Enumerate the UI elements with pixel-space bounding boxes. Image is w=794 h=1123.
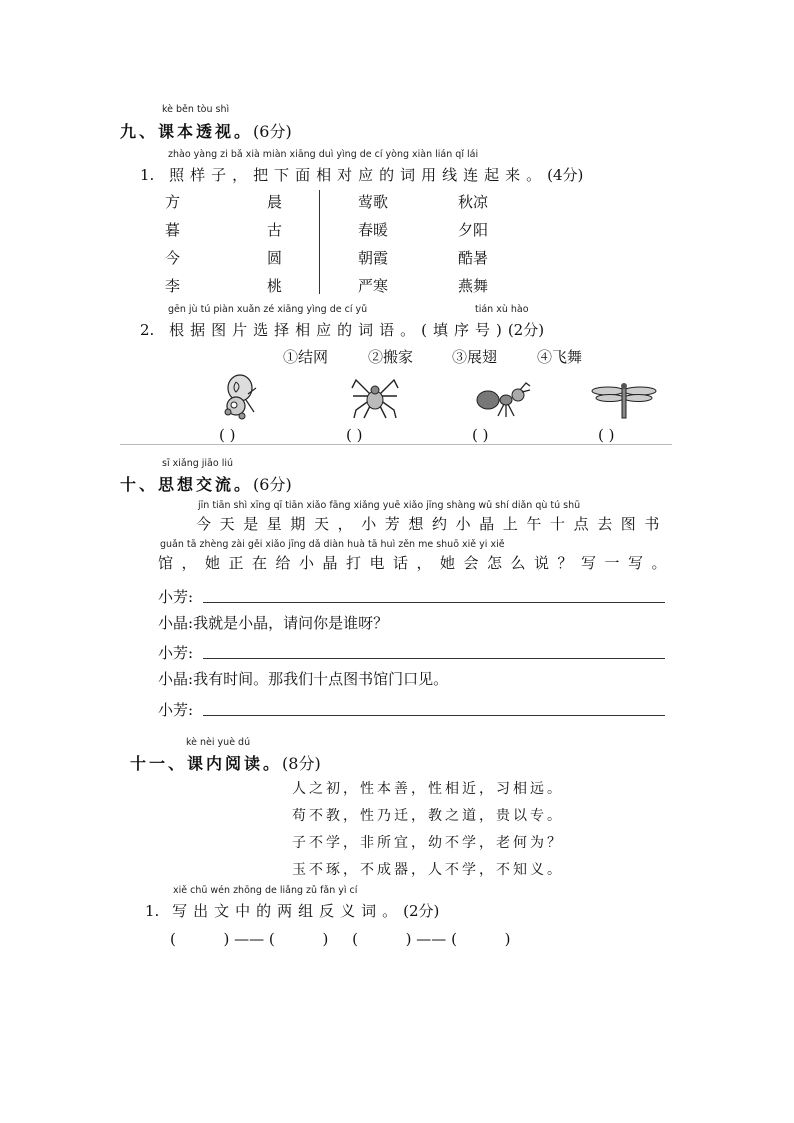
dialogue-answer-line-5[interactable] (203, 715, 665, 716)
match-left-word[interactable]: 方 (165, 193, 181, 211)
match-right-word[interactable]: 秋凉 (458, 193, 489, 211)
s11-q1-prompt (145, 900, 439, 921)
q2-score: (2分) (507, 321, 545, 339)
match-right-word[interactable]: 朝霞 (358, 249, 389, 267)
dialogue-line-2 (158, 612, 388, 633)
q1-prompt (140, 164, 583, 185)
section10-score: (6分) (253, 475, 292, 494)
spider-icon (350, 376, 400, 420)
poem-line-2: 苟不教，性乃迁，教之道，贵以专。 (292, 808, 564, 824)
q2-option-2: ②搬家 (368, 348, 414, 366)
q2-option-3: ③展翅 (452, 348, 498, 366)
s11-q1-text: 写出文中的两组反义词。 (172, 902, 404, 920)
s11-q1-pinyin: xiě chū wén zhōng de liǎng zǔ fǎn yì cí (173, 885, 358, 896)
q1-pinyin: zhào yàng zi bǎ xià miàn xiāng duì yìng de cí yòng xiàn lián qǐ lái (168, 149, 479, 160)
match-left-word[interactable]: 李 (165, 277, 181, 295)
section11-score: (8分) (282, 754, 321, 773)
section11-pinyin: kè nèi yuè dú (186, 737, 251, 748)
butterfly-icon (218, 372, 268, 422)
match-right-word[interactable]: 春暖 (358, 221, 389, 239)
section11-title-text: 十一、课内阅读。 (130, 754, 283, 773)
dialogue-answer-line-3[interactable] (203, 658, 665, 659)
q2-option-1: ①结网 (283, 348, 329, 366)
section9-pinyin: kè běn tòu shì (162, 104, 230, 115)
q2-prompt (140, 319, 544, 340)
dragonfly-icon (590, 380, 658, 420)
dialogue-speaker-2: 小晶: (158, 614, 194, 632)
match-left-word[interactable]: 晨 (267, 193, 283, 211)
q2-answer-4[interactable]: ( ) (598, 426, 615, 444)
match-left-word[interactable]: 今 (165, 249, 181, 267)
section10-pinyin: sī xiǎng jiāo liú (162, 458, 233, 469)
section9-title-text: 九、课本透视。 (120, 122, 254, 141)
dialogue-speaker-4: 小晶: (158, 670, 194, 688)
section9-score: (6分) (253, 122, 292, 141)
q2-pinyin: gēn jù tú piàn xuǎn zé xiāng yìng de cí yǔ (168, 304, 368, 315)
q1-num: 1. (140, 166, 155, 184)
section10-title (120, 472, 292, 495)
match-right-word[interactable]: 夕阳 (458, 221, 489, 239)
dialogue-text-4: 我有时间。那我们十点图书馆门口见。 (193, 670, 449, 688)
match-right-word[interactable]: 酷暑 (458, 249, 489, 267)
dialogue-speaker-5: 小芳: (158, 701, 194, 719)
section10-title-text: 十、思想交流。 (120, 475, 254, 494)
match-divider (319, 190, 320, 294)
match-left-word[interactable]: 暮 (165, 221, 181, 239)
q2-pinyin2: tián xù hào (475, 304, 529, 315)
s10-para-line2: 馆，她正在给小晶打电话，她会怎么说？写一写。 (158, 554, 676, 572)
match-left-word[interactable]: 古 (267, 221, 283, 239)
dialogue-answer-line-1[interactable] (203, 602, 665, 603)
q2-num: 2. (140, 321, 155, 339)
section11-title (130, 751, 321, 774)
match-left-word[interactable]: 圆 (267, 249, 283, 267)
match-right-word[interactable]: 莺歌 (358, 193, 389, 211)
match-right-word[interactable]: 严寒 (358, 277, 389, 295)
poem-line-1: 人之初，性本善，性相近，习相远。 (292, 781, 564, 797)
section9-title (120, 119, 292, 142)
poem-line-3: 子不学，非所宜，幼不学，老何为？ (292, 835, 564, 851)
s11-q1-score: (2分) (403, 902, 440, 920)
antonym-blanks[interactable]: ( ) —— ( ) ( ) —— ( ) (170, 930, 511, 948)
match-right-word[interactable]: 燕舞 (458, 277, 489, 295)
q2-answer-2[interactable]: ( ) (346, 426, 363, 444)
q2-text: 根据图片选择相应的词语。 (169, 321, 422, 339)
s11-q1-num: 1. (145, 902, 160, 920)
s10-para-pinyin2: guǎn tā zhèng zài gěi xiǎo jīng dǎ diàn huà tā huì zěn me shuō xiě yi xiě (160, 539, 505, 550)
ant-icon (474, 380, 534, 420)
s10-para-line1: 今天是星期天，小芳想约小晶上午十点去图书 (196, 515, 669, 533)
q2-answer-1[interactable]: ( ) (219, 426, 236, 444)
dialogue-speaker-1: 小芳: (158, 588, 194, 606)
q2-option-4: ④飞舞 (537, 348, 583, 366)
dialogue-speaker-3: 小芳: (158, 644, 194, 662)
q1-score: (4分) (547, 166, 584, 184)
dialogue-text-2: 我就是小晶，请问你是谁呀？ (193, 614, 389, 632)
match-left-word[interactable]: 桃 (267, 277, 283, 295)
q2-answer-3[interactable]: ( ) (472, 426, 489, 444)
poem-line-4: 玉不琢，不成器，人不学，不知义。 (292, 862, 564, 878)
s10-para-pinyin1: jīn tiān shì xīng qī tiān xiǎo fāng xiǎng yuē xiǎo jīng shàng wǔ shí diǎn qù tú shū (198, 500, 581, 511)
dialogue-line-4 (158, 668, 448, 689)
q1-text: 照样子，把下面相对应的词用线连起来。 (169, 166, 548, 184)
q2-paren: (填序号) (421, 321, 508, 339)
section-divider (120, 444, 672, 445)
